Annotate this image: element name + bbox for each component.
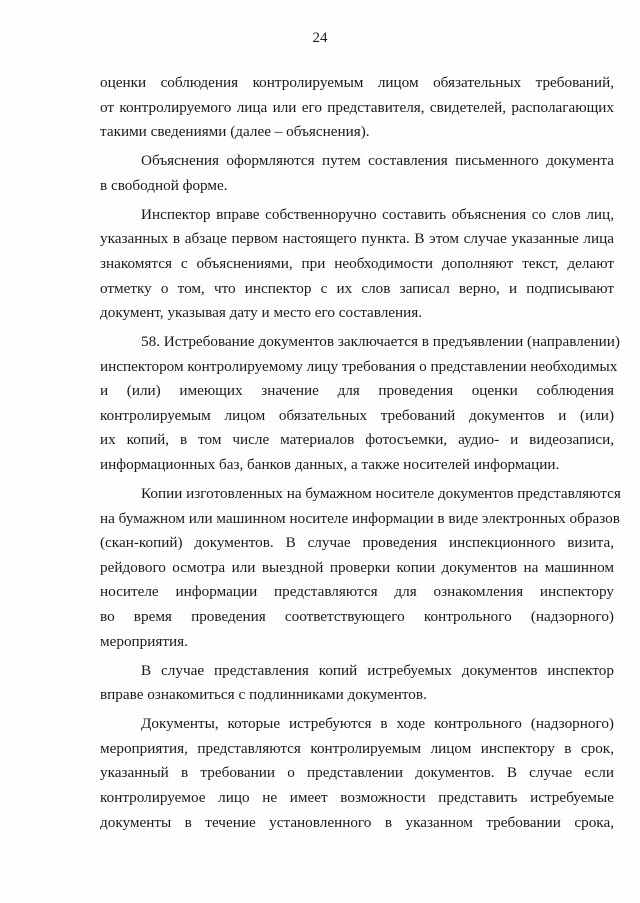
document-body bbox=[100, 71, 621, 840]
text-line: указанный в требовании о представлении документов. В случае если bbox=[100, 764, 614, 782]
text-line: такими сведениями (далее – объяснения). bbox=[100, 123, 370, 141]
text-line: мероприятия. bbox=[100, 632, 188, 650]
text-line: в свободной форме. bbox=[100, 176, 228, 194]
paragraph bbox=[100, 482, 621, 654]
text-line: Объяснения оформляются путем составления письменного документа bbox=[141, 152, 614, 170]
text-line: (скан-копий) документов. В случае проведения инспекционного визита, bbox=[100, 534, 614, 552]
text-line: на бумажном или машинном носителе информации в виде электронных образов bbox=[100, 509, 620, 527]
paragraph bbox=[100, 659, 614, 708]
text-line: мероприятия, представляются контролируемым лицом инспектору в срок, bbox=[100, 739, 614, 757]
text-line: их копий, в том числе материалов фотосъемки, аудио- и видеозаписи, bbox=[100, 431, 614, 449]
text-line: Копии изготовленных на бумажном носителе документов представляются bbox=[141, 485, 621, 503]
text-line: носителе информации представляются для ознакомления инспектору bbox=[100, 583, 614, 601]
text-line: контролируемым лицом обязательных требований документов и (или) bbox=[100, 406, 614, 424]
text-line: информационных баз, банков данных, а также носителей информации. bbox=[100, 456, 560, 474]
text-line: от контролируемого лица или его представителя, свидетелей, располагающих bbox=[100, 98, 614, 116]
text-line: вправе ознакомиться с подлинниками документов. bbox=[100, 686, 427, 704]
text-line: контролируемое лицо не имеет возможности представить истребуемые bbox=[100, 788, 614, 806]
text-line: рейдового осмотра или выездной проверки копии документов на машинном bbox=[100, 558, 614, 576]
text-line: отметку о том, что инспектор с их слов записал верно, и подписывают bbox=[100, 279, 614, 297]
text-line: документ, указывая дату и место его составления. bbox=[100, 304, 423, 322]
text-line: и (или) имеющих значение для проведения оценки соблюдения bbox=[100, 382, 614, 400]
text-line: документы в течение установленного в указанном требовании срока, bbox=[100, 813, 614, 831]
text-line: указанных в абзаце первом настоящего пункта. В этом случае указанные лица bbox=[100, 230, 614, 248]
paragraph bbox=[100, 712, 614, 835]
paragraph bbox=[100, 149, 614, 198]
text-line: инспектором контролируемому лицу требования о представлении необходимых bbox=[100, 357, 618, 375]
text-line: Документы, которые истребуются в ходе контрольного (надзорного) bbox=[141, 715, 614, 733]
page-number: 24 bbox=[312, 30, 328, 46]
paragraph bbox=[100, 71, 614, 145]
text-line: Инспектор вправе собственноручно составить объяснения со слов лиц, bbox=[141, 205, 614, 223]
text-line: оценки соблюдения контролируемым лицом обязательных требований, bbox=[100, 74, 614, 91]
paragraph bbox=[100, 203, 614, 326]
text-line: 58. Истребование документов заключается в предъявлении (направлении) bbox=[141, 333, 620, 351]
paragraph bbox=[100, 330, 620, 478]
text-line: знакомятся с объяснениями, при необходимости дополняют текст, делают bbox=[100, 254, 614, 272]
text-line: во время проведения соответствующего контрольного (надзорного) bbox=[100, 608, 614, 626]
text-line: В случае представления копий истребуемых документов инспектор bbox=[141, 661, 614, 679]
